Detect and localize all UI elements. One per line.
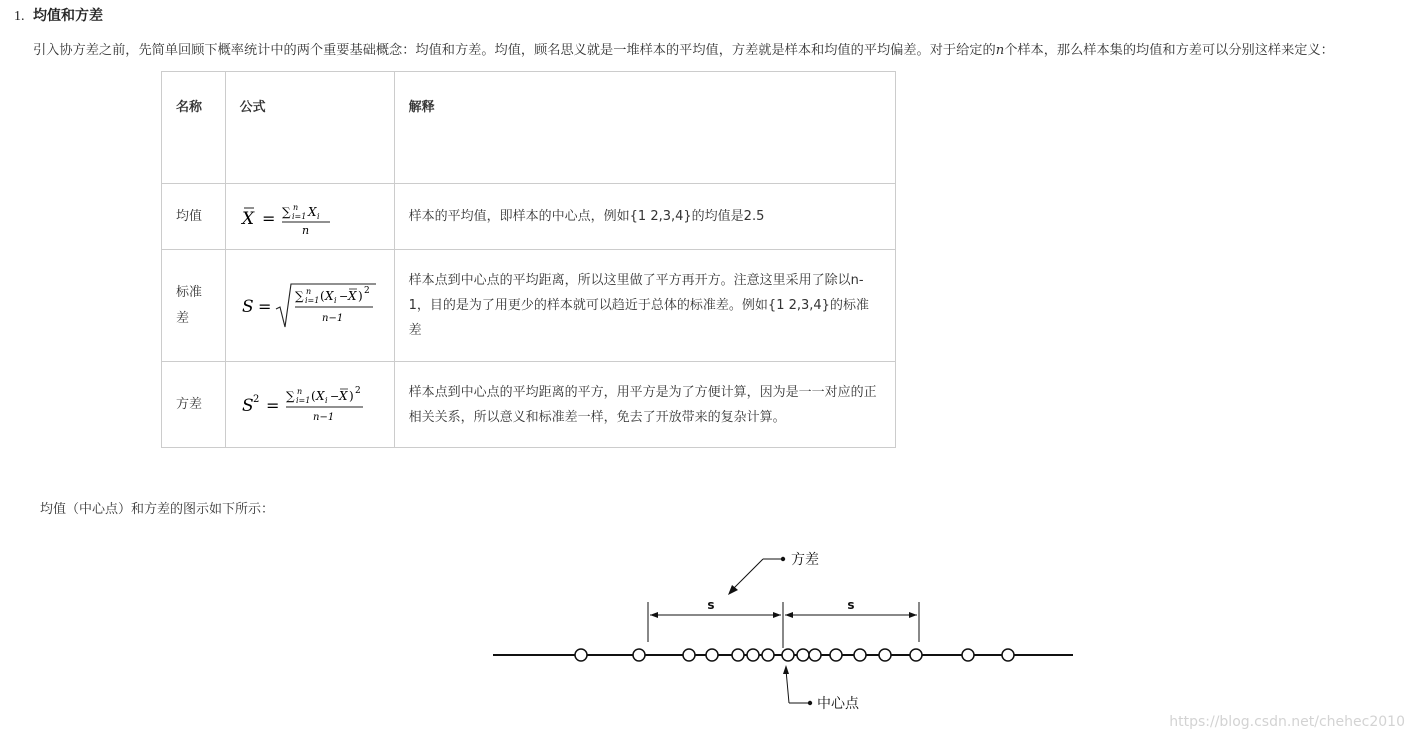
section-number: 1. (14, 9, 25, 24)
mean-variance-diagram (480, 540, 1100, 725)
s-label-right: s (847, 598, 855, 612)
row-name: 方差 (162, 362, 226, 448)
s-label-left: s (707, 598, 715, 612)
svg-text:X: X (307, 204, 317, 219)
right-s-arrowhead (785, 612, 793, 618)
intro-math-var: n (995, 43, 1005, 58)
svg-text:n−1: n−1 (321, 312, 343, 324)
svg-text:i=1: i=1 (291, 211, 307, 221)
svg-text:n: n (301, 223, 309, 237)
mean-formula-graphic (240, 197, 350, 237)
sample-point (782, 649, 794, 661)
sample-point (633, 649, 645, 661)
svg-text:n: n (292, 202, 298, 212)
svg-text:i=1: i=1 (295, 395, 311, 405)
header-formula: 公式 (225, 72, 394, 184)
svg-text:i=1: i=1 (304, 295, 320, 305)
svg-text:−: − (338, 289, 348, 303)
svg-text:∑: ∑ (294, 288, 304, 303)
sample-point (747, 649, 759, 661)
header-explanation: 解释 (394, 72, 895, 184)
center-dot (808, 701, 812, 705)
svg-text:−: − (329, 389, 339, 403)
left-s-arrowhead (773, 612, 781, 618)
definitions-table (161, 71, 896, 448)
variance-formula-graphic (240, 383, 370, 427)
svg-text:X: X (315, 388, 325, 403)
svg-text:): ) (357, 288, 363, 303)
sample-point (732, 649, 744, 661)
svg-text:i: i (316, 211, 320, 221)
variance-label: 方差 (791, 552, 819, 568)
row-name: 均值 (162, 184, 226, 250)
intro-text-after: 个样本，那么样本集的均值和方差可以分别这样来定义： (1004, 43, 1334, 58)
sample-point (1002, 649, 1014, 661)
row-name: 标准差 (162, 250, 226, 362)
svg-text:∑: ∑ (285, 388, 295, 403)
mean-formula (225, 184, 394, 250)
svg-text:=: = (261, 208, 276, 228)
svg-text:2: 2 (252, 393, 260, 405)
sample-point (879, 649, 891, 661)
sample-point (762, 649, 774, 661)
sample-point (797, 649, 809, 661)
svg-text:X: X (338, 388, 348, 403)
table-row (162, 362, 896, 448)
svg-text:=: = (257, 296, 272, 316)
sample-point (575, 649, 587, 661)
svg-text:=: = (265, 395, 280, 415)
svg-text:S: S (241, 395, 254, 416)
svg-text:(: ( (310, 388, 316, 403)
header-name: 名称 (162, 72, 226, 184)
row-explanation: 样本的平均值，即样本的中心点，例如{1 2,3,4}的均值是2.5 (394, 184, 895, 250)
std-formula-graphic (240, 281, 380, 331)
section-heading (14, 5, 103, 25)
variance-arrowhead (728, 585, 738, 595)
sample-point (854, 649, 866, 661)
svg-text:2: 2 (363, 285, 370, 296)
svg-text:X: X (347, 288, 357, 303)
variance-dot (781, 557, 785, 561)
sample-point (962, 649, 974, 661)
watermark: https://blog.csdn.net/chehec2010 (1169, 714, 1405, 730)
row-explanation: 样本点到中心点的平均距离的平方，用平方是为了方便计算，因为是一一对应的正相关关系，所以意义和标准差一样，免去了开放带来的复杂计算。 (394, 362, 895, 448)
sample-point (809, 649, 821, 661)
left-s-arrowhead (650, 612, 658, 618)
intro-text-before: 引入协方差之前，先简单回顾下概率统计中的两个重要基础概念：均值和方差。均值，顾名思义就是一堆样本的平均值，方差就是样本和均值的平均偏差。对于给定的 (33, 43, 996, 58)
sample-point (683, 649, 695, 661)
sample-point (910, 649, 922, 661)
intro-paragraph (33, 39, 1334, 58)
svg-text:S: S (241, 296, 254, 317)
center-label: 中心点 (817, 696, 859, 712)
svg-text:): ) (348, 388, 354, 403)
svg-text:X: X (324, 288, 334, 303)
svg-text:i: i (324, 395, 328, 405)
table-row (162, 250, 896, 362)
std-formula (225, 250, 394, 362)
svg-text:n−1: n−1 (312, 411, 334, 423)
variance-formula (225, 362, 394, 448)
svg-text:(: ( (319, 288, 325, 303)
table-header-row (162, 72, 896, 184)
svg-text:i: i (333, 295, 337, 305)
diagram-caption: 均值（中心点）和方差的图示如下所示： (40, 502, 275, 517)
svg-text:2: 2 (354, 385, 361, 396)
table-row (162, 184, 896, 250)
sample-point (706, 649, 718, 661)
svg-text:n: n (296, 386, 302, 396)
section-title: 均值和方差 (32, 8, 103, 24)
variance-leader-diagonal (730, 559, 763, 592)
svg-text:X: X (241, 208, 254, 229)
svg-text:∑: ∑ (281, 204, 291, 219)
svg-text:n: n (305, 286, 311, 296)
center-leader-vertical (786, 670, 789, 703)
right-s-arrowhead (909, 612, 917, 618)
row-explanation: 样本点到中心点的平均距离，所以这里做了平方再开方。注意这里采用了除以n-1，目的是为了用更少的样本就可以趋近于总体的标准差。例如{1 2,3,4}的标准差 (394, 250, 895, 362)
sample-point (830, 649, 842, 661)
